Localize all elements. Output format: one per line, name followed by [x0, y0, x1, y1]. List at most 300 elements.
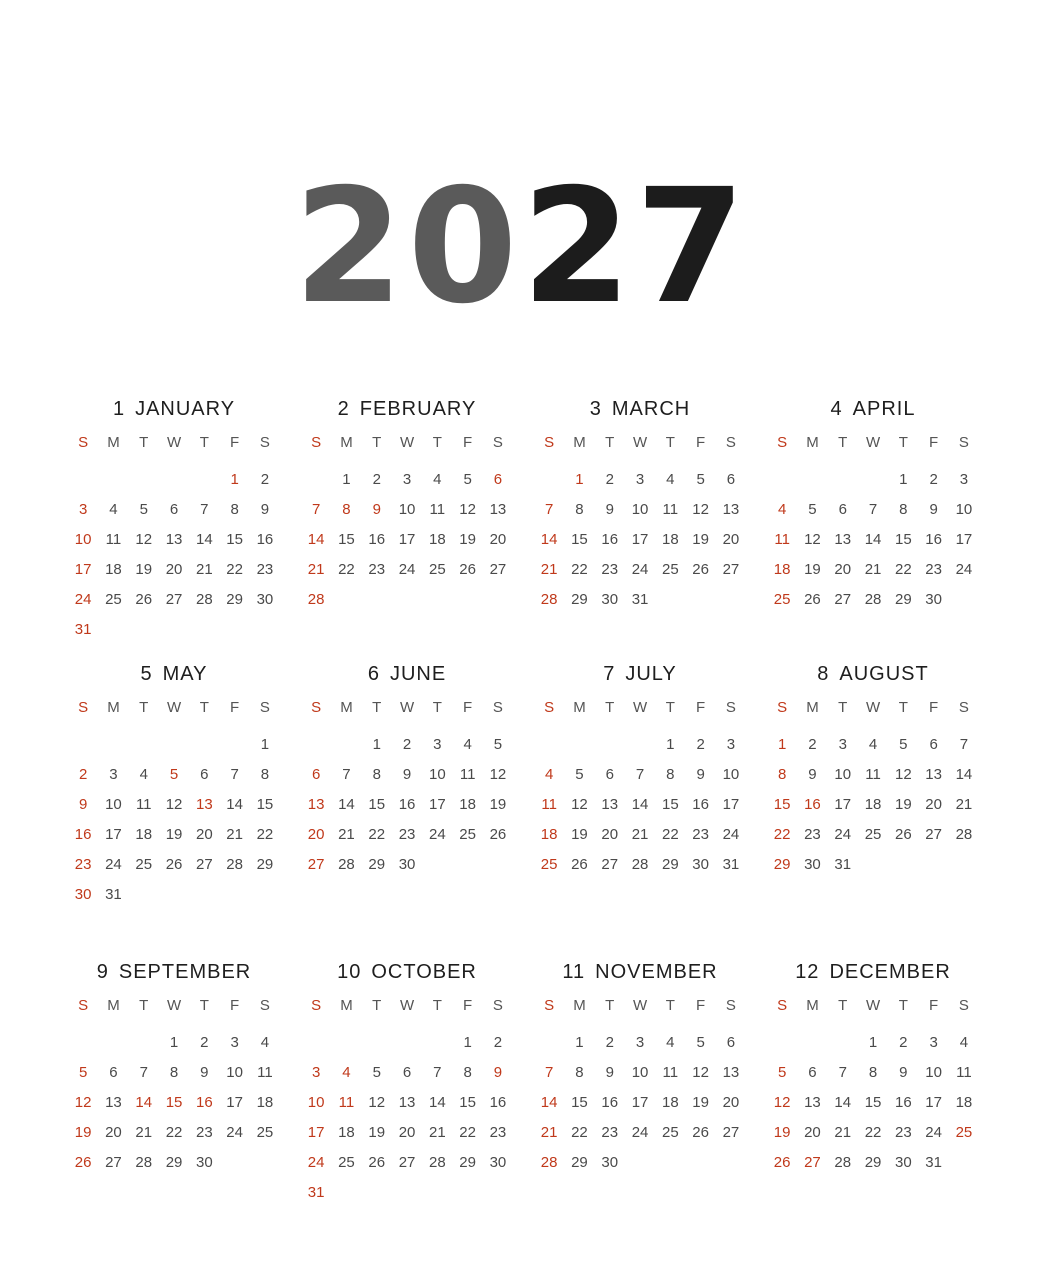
day-cell: 13 — [925, 766, 942, 783]
day-cell: 26 — [692, 1124, 709, 1141]
day-cell: 23 — [195, 1124, 213, 1141]
day-cell: 22 — [571, 1124, 588, 1141]
weekday-label: S — [311, 997, 322, 1014]
day-cell: 9 — [402, 766, 412, 783]
day-cell: 10 — [631, 501, 649, 518]
day-cell: 28 — [338, 856, 355, 873]
day-cell: 15 — [571, 1094, 588, 1111]
weekday-label: F — [463, 997, 473, 1014]
day-cell: 1 — [899, 471, 908, 488]
day-cell: 3 — [635, 1034, 645, 1051]
month-title — [767, 960, 979, 984]
month-october — [301, 960, 513, 1208]
day-cell: 1 — [372, 736, 381, 753]
day-cell: 25 — [459, 826, 476, 843]
day-cell: 28 — [135, 1154, 153, 1171]
day-cell: 1 — [260, 736, 270, 753]
month-name: FEBRUARY — [359, 398, 477, 420]
day-cell: 23 — [804, 826, 821, 843]
day-cell: 20 — [398, 1124, 416, 1141]
day-cell: 31 — [722, 856, 740, 873]
month-number: 3 — [589, 398, 602, 420]
weekday-label: T — [605, 997, 615, 1014]
day-cell: 24 — [834, 826, 852, 843]
empty-cell — [98, 1028, 128, 1058]
day-cell: 8 — [868, 1064, 878, 1081]
day-cell: 20 — [489, 531, 507, 548]
day-cell: 11 — [257, 1064, 273, 1081]
day-cell: 27 — [722, 561, 740, 578]
day-cell: 30 — [601, 1154, 619, 1171]
day-cell: 25 — [540, 856, 558, 873]
day-cell: 12 — [459, 501, 476, 518]
day-cell: 17 — [722, 796, 740, 813]
day-cell: 22 — [368, 826, 386, 843]
weekday-label: S — [544, 434, 555, 451]
day-cell: 30 — [601, 591, 619, 608]
month-title — [68, 662, 280, 686]
weekday-label: W — [865, 434, 881, 451]
day-cell: 13 — [195, 796, 213, 813]
day-cell: 15 — [773, 796, 791, 813]
weekday-label: T — [139, 699, 149, 716]
empty-cell — [564, 730, 594, 760]
day-cell: 27 — [925, 826, 942, 843]
day-cell: 2 — [372, 471, 381, 488]
weekday-label: S — [777, 997, 788, 1014]
month-december — [767, 960, 979, 1178]
weekday-label: F — [463, 434, 473, 451]
empty-cell — [828, 1028, 858, 1058]
month-name: APRIL — [852, 398, 916, 420]
day-cell: 27 — [722, 1124, 740, 1141]
day-cell: 29 — [894, 591, 912, 608]
empty-cell — [129, 1028, 159, 1058]
day-cell: 12 — [368, 1094, 386, 1111]
day-cell: 16 — [74, 826, 92, 843]
day-cell: 23 — [368, 561, 386, 578]
day-cell: 14 — [864, 531, 882, 548]
day-cell: 9 — [696, 766, 705, 783]
day-cell: 8 — [260, 766, 270, 783]
day-cell: 14 — [338, 796, 355, 813]
day-cell: 21 — [834, 1124, 852, 1141]
day-cell: 4 — [260, 1034, 270, 1051]
empty-cell — [129, 730, 159, 760]
weekday-label: T — [199, 699, 209, 716]
month-title — [301, 397, 513, 421]
day-cell: 6 — [402, 1064, 412, 1081]
day-cell: 20 — [307, 826, 325, 843]
day-cell: 27 — [307, 856, 325, 873]
day-cell: 14 — [834, 1094, 852, 1111]
day-cell: 4 — [544, 766, 554, 783]
day-cell: 17 — [834, 796, 852, 813]
month-september — [68, 960, 280, 1178]
day-cell: 17 — [428, 796, 446, 813]
weekday-label: T — [372, 434, 382, 451]
day-cell: 26 — [165, 856, 183, 873]
weekday-label: T — [372, 699, 382, 716]
weekday-label: F — [929, 699, 939, 716]
month-name: MAY — [162, 663, 208, 685]
day-cell: 28 — [631, 856, 649, 873]
day-cell: 16 — [489, 1094, 507, 1111]
weekday-label: M — [107, 699, 120, 716]
day-cell: 14 — [540, 531, 558, 548]
day-cell: 6 — [808, 1064, 817, 1081]
day-cell: 16 — [894, 1094, 912, 1111]
day-cell: 31 — [925, 1154, 942, 1171]
day-cell: 25 — [135, 856, 153, 873]
weekday-label: W — [632, 699, 648, 716]
day-cell: 29 — [571, 1154, 588, 1171]
weekday-label: T — [665, 434, 675, 451]
day-cell: 2 — [402, 736, 412, 753]
day-cell: 19 — [489, 796, 507, 813]
day-cell: 20 — [601, 826, 619, 843]
day-cell: 11 — [662, 501, 679, 518]
day-cell: 10 — [307, 1094, 325, 1111]
day-cell: 1 — [575, 471, 584, 488]
month-title — [301, 662, 513, 686]
weekday-label: F — [230, 997, 240, 1014]
month-may — [68, 662, 280, 910]
day-cell: 23 — [894, 1124, 912, 1141]
empty-cell — [189, 730, 219, 760]
day-cell: 17 — [631, 531, 649, 548]
day-cell: 2 — [808, 736, 817, 753]
day-cell: 8 — [463, 1064, 472, 1081]
day-cell: 16 — [368, 531, 386, 548]
day-cell: 19 — [773, 1124, 791, 1141]
day-cell: 17 — [226, 1094, 243, 1111]
day-cell: 21 — [428, 1124, 446, 1141]
weekday-label: T — [432, 434, 442, 451]
day-cell: 25 — [661, 561, 679, 578]
month-april — [767, 397, 979, 615]
day-cell: 10 — [398, 501, 416, 518]
day-cell: 14 — [540, 1094, 558, 1111]
day-cell: 27 — [105, 1154, 122, 1171]
day-cell: 13 — [722, 1064, 740, 1081]
weekday-label: S — [78, 434, 89, 451]
day-cell: 19 — [692, 531, 709, 548]
day-cell: 11 — [135, 796, 152, 813]
day-cell: 28 — [195, 591, 213, 608]
weekday-label: F — [696, 699, 706, 716]
day-cell: 28 — [428, 1154, 446, 1171]
day-cell: 26 — [135, 591, 153, 608]
day-cell: 10 — [74, 531, 92, 548]
month-name: AUGUST — [839, 663, 929, 685]
day-cell: 12 — [804, 531, 821, 548]
day-cell: 6 — [200, 766, 209, 783]
day-cell: 16 — [925, 531, 942, 548]
day-cell: 5 — [372, 1064, 381, 1081]
day-cell: 16 — [804, 796, 821, 813]
day-cell: 21 — [195, 561, 213, 578]
weekday-label: T — [372, 997, 382, 1014]
weekday-label: S — [78, 997, 89, 1014]
weekday-label: F — [696, 997, 706, 1014]
weekday-label: T — [139, 997, 149, 1014]
day-cell: 25 — [428, 561, 446, 578]
empty-cell — [159, 465, 189, 495]
day-cell: 19 — [571, 826, 588, 843]
day-cell: 14 — [307, 531, 325, 548]
day-cell: 9 — [929, 501, 938, 518]
day-cell: 31 — [105, 886, 122, 903]
day-cell: 8 — [899, 501, 908, 518]
day-cell: 7 — [868, 501, 878, 518]
day-cell: 15 — [894, 531, 912, 548]
weekday-label: T — [199, 997, 209, 1014]
day-cell: 26 — [489, 826, 507, 843]
day-cell: 21 — [631, 826, 649, 843]
day-cell: 3 — [230, 1034, 239, 1051]
day-cell: 24 — [925, 1124, 942, 1141]
day-cell: 18 — [773, 561, 791, 578]
empty-cell — [189, 465, 219, 495]
day-cell: 24 — [955, 561, 973, 578]
day-cell: 20 — [925, 796, 942, 813]
day-cell: 29 — [226, 591, 243, 608]
day-cell: 2 — [929, 471, 938, 488]
day-cell: 15 — [368, 796, 386, 813]
month-number: 10 — [337, 961, 362, 983]
month-february — [301, 397, 513, 615]
empty-cell — [392, 1028, 422, 1058]
empty-cell — [68, 465, 98, 495]
day-cell: 18 — [256, 1094, 274, 1111]
day-cell: 15 — [338, 531, 355, 548]
day-cell: 24 — [105, 856, 122, 873]
day-cell: 3 — [959, 471, 969, 488]
day-cell: 10 — [226, 1064, 243, 1081]
day-cell: 6 — [109, 1064, 118, 1081]
day-cell: 7 — [635, 766, 645, 783]
day-cell: 1 — [169, 1034, 179, 1051]
day-cell: 14 — [135, 1094, 153, 1111]
year-part-light: 20 — [293, 155, 522, 339]
day-cell: 25 — [864, 826, 882, 843]
day-cell: 10 — [722, 766, 740, 783]
day-cell: 19 — [165, 826, 183, 843]
day-cell: 26 — [571, 856, 588, 873]
weekday-label: T — [605, 699, 615, 716]
day-cell: 15 — [226, 531, 243, 548]
month-name: JULY — [625, 663, 677, 685]
day-cell: 30 — [195, 1154, 213, 1171]
day-cell: 7 — [433, 1064, 442, 1081]
day-cell: 30 — [398, 856, 416, 873]
weekday-label: S — [492, 997, 503, 1014]
day-cell: 29 — [864, 1154, 882, 1171]
month-number: 5 — [140, 663, 153, 685]
month-number: 4 — [830, 398, 843, 420]
day-cell: 4 — [868, 736, 878, 753]
weekday-label: M — [340, 699, 353, 716]
day-cell: 25 — [661, 1124, 679, 1141]
day-cell: 2 — [899, 1034, 908, 1051]
day-cell: 28 — [540, 591, 558, 608]
day-cell: 31 — [631, 591, 649, 608]
day-cell: 25 — [773, 591, 791, 608]
day-cell: 9 — [605, 501, 614, 518]
weekday-label: S — [958, 997, 969, 1014]
day-cell: 7 — [959, 736, 969, 753]
day-cell: 9 — [260, 501, 270, 518]
empty-cell — [331, 1028, 361, 1058]
day-cell: 10 — [428, 766, 446, 783]
day-cell: 7 — [311, 501, 321, 518]
weekday-label: S — [725, 997, 736, 1014]
empty-cell — [301, 730, 331, 760]
day-cell: 7 — [342, 766, 351, 783]
day-cell: 10 — [834, 766, 852, 783]
day-cell: 1 — [777, 736, 787, 753]
day-cell: 26 — [692, 561, 709, 578]
day-cell: 29 — [256, 856, 274, 873]
day-cell: 18 — [105, 561, 122, 578]
day-cell: 4 — [433, 471, 442, 488]
day-cell: 7 — [139, 1064, 148, 1081]
weekday-label: S — [544, 699, 555, 716]
day-cell: 6 — [726, 1034, 736, 1051]
day-cell: 4 — [777, 501, 787, 518]
weekday-label: S — [78, 699, 89, 716]
day-cell: 20 — [722, 531, 740, 548]
weekday-label: M — [573, 997, 586, 1014]
day-cell: 18 — [338, 1124, 355, 1141]
weekday-label: M — [806, 997, 819, 1014]
day-cell: 8 — [169, 1064, 179, 1081]
month-number: 11 — [562, 961, 586, 983]
month-title — [534, 662, 746, 686]
day-cell: 13 — [307, 796, 325, 813]
day-cell: 23 — [256, 561, 274, 578]
weekday-label: F — [929, 997, 939, 1014]
day-cell: 7 — [200, 501, 209, 518]
day-cell: 10 — [925, 1064, 942, 1081]
empty-cell — [159, 730, 189, 760]
day-cell: 13 — [601, 796, 619, 813]
weekday-label: M — [107, 997, 120, 1014]
month-name: MARCH — [611, 398, 691, 420]
day-cell: 4 — [666, 1034, 675, 1051]
day-cell: 10 — [105, 796, 122, 813]
day-cell: 27 — [804, 1154, 821, 1171]
weekday-label: T — [139, 434, 149, 451]
day-cell: 1 — [342, 471, 351, 488]
weekday-label: S — [544, 997, 555, 1014]
day-cell: 16 — [195, 1094, 213, 1111]
day-cell: 1 — [575, 1034, 584, 1051]
day-cell: 28 — [955, 826, 973, 843]
month-title — [767, 397, 979, 421]
day-cell: 11 — [662, 1064, 679, 1081]
day-cell: 11 — [459, 766, 476, 783]
day-cell: 27 — [398, 1154, 416, 1171]
day-cell: 6 — [605, 766, 614, 783]
weekday-label: S — [777, 699, 788, 716]
day-cell: 22 — [338, 561, 355, 578]
day-cell: 5 — [808, 501, 817, 518]
month-name: JANUARY — [135, 398, 236, 420]
day-cell: 16 — [692, 796, 709, 813]
day-cell: 2 — [493, 1034, 503, 1051]
day-cell: 16 — [398, 796, 416, 813]
day-cell: 15 — [571, 531, 588, 548]
weekday-label: M — [340, 434, 353, 451]
day-cell: 4 — [139, 766, 148, 783]
day-cell: 19 — [459, 531, 476, 548]
empty-cell — [129, 465, 159, 495]
day-cell: 4 — [959, 1034, 969, 1051]
day-cell: 25 — [338, 1154, 355, 1171]
day-cell: 12 — [74, 1094, 92, 1111]
day-cell: 10 — [631, 1064, 649, 1081]
empty-cell — [534, 465, 564, 495]
day-cell: 3 — [109, 766, 118, 783]
day-cell: 31 — [834, 856, 852, 873]
empty-cell — [68, 730, 98, 760]
weekday-label: M — [806, 699, 819, 716]
weekday-label: S — [492, 434, 503, 451]
weekday-label: S — [777, 434, 788, 451]
day-cell: 18 — [864, 796, 882, 813]
day-cell: 12 — [692, 1064, 709, 1081]
day-cell: 6 — [838, 501, 847, 518]
day-cell: 14 — [226, 796, 243, 813]
day-cell: 26 — [804, 591, 821, 608]
day-cell: 20 — [834, 561, 852, 578]
day-cell: 13 — [398, 1094, 416, 1111]
day-cell: 30 — [925, 591, 942, 608]
day-cell: 7 — [544, 501, 554, 518]
day-cell: 2 — [78, 766, 88, 783]
weekday-label: T — [898, 434, 908, 451]
month-november — [534, 960, 746, 1178]
day-cell: 11 — [105, 531, 122, 548]
day-cell: 20 — [165, 561, 183, 578]
weekday-label: F — [230, 699, 240, 716]
day-cell: 18 — [955, 1094, 973, 1111]
month-title — [68, 960, 280, 984]
day-cell: 9 — [808, 766, 817, 783]
day-cell: 19 — [74, 1124, 92, 1141]
month-june — [301, 662, 513, 880]
empty-cell — [219, 730, 249, 760]
day-cell: 13 — [804, 1094, 821, 1111]
day-cell: 3 — [311, 1064, 321, 1081]
day-cell: 27 — [165, 591, 183, 608]
day-cell: 23 — [601, 1124, 619, 1141]
empty-cell — [595, 730, 625, 760]
day-cell: 22 — [256, 826, 274, 843]
day-cell: 2 — [696, 736, 705, 753]
day-cell: 5 — [463, 471, 472, 488]
empty-cell — [98, 465, 128, 495]
day-cell: 21 — [135, 1124, 153, 1141]
day-cell: 13 — [105, 1094, 122, 1111]
day-cell: 21 — [955, 796, 973, 813]
day-cell: 22 — [864, 1124, 882, 1141]
year-part-dark: 27 — [521, 155, 750, 339]
weekday-label: T — [838, 699, 848, 716]
weekday-label: W — [632, 434, 648, 451]
